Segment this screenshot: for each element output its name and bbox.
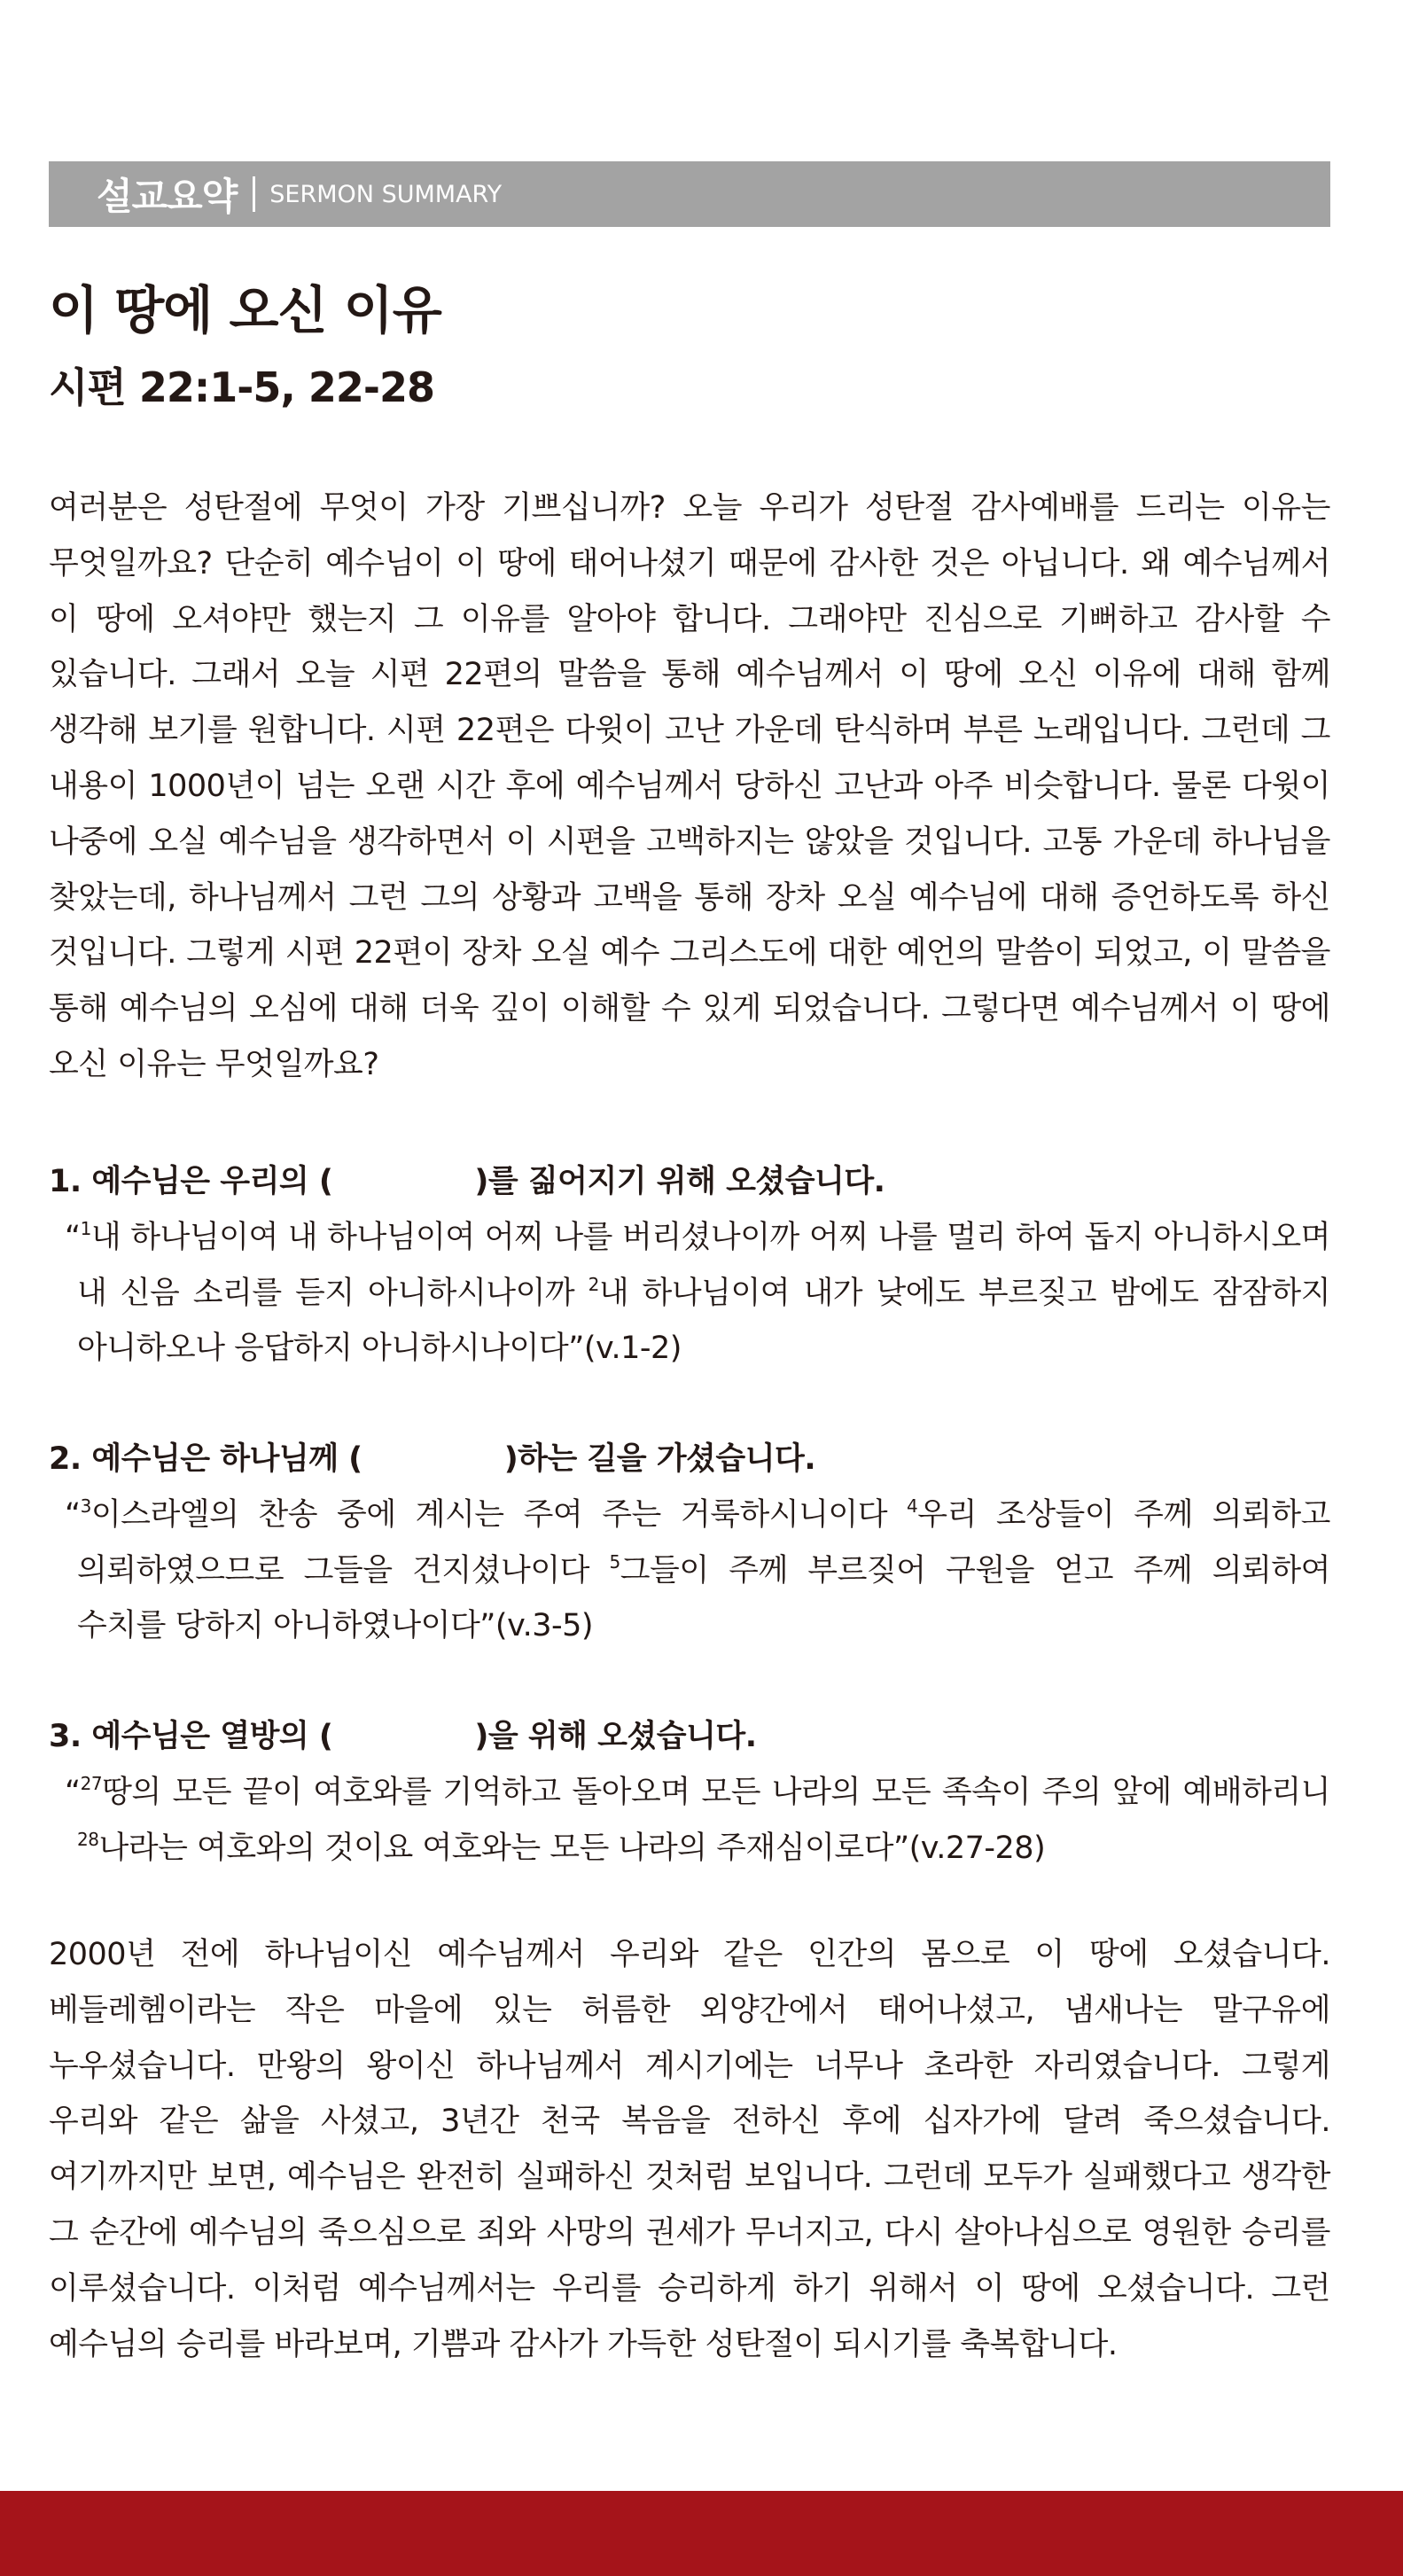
section-title-korean: 설교요약 (97, 175, 238, 218)
point-heading-end: )를 짊어지기 위해 오셨습니다. (474, 1164, 885, 1199)
scripture-quote (49, 1210, 1330, 1377)
quote-mark: “ (65, 1774, 81, 1810)
sermon-title: 이 땅에 오신 이유 (49, 280, 441, 340)
verse-number: 4 (907, 1495, 918, 1517)
point-heading-end: )을 위해 오셨습니다. (474, 1719, 757, 1754)
sermon-point-3 (49, 1709, 1330, 1876)
point-heading (49, 1154, 1330, 1210)
point-heading-end: )하는 길을 가셨습니다. (503, 1441, 816, 1477)
quote-mark: “ (65, 1496, 81, 1533)
header-divider (253, 176, 255, 212)
section-title-english: SERMON SUMMARY (269, 180, 503, 208)
verse-text: 우리 조상들이 주께 의뢰하고 의뢰하였으므로 그들을 건지셨나이다 (77, 1496, 1330, 1589)
sermon-point-1 (49, 1154, 1330, 1377)
point-heading-start: 3. 예수님은 열방의 ( (49, 1719, 333, 1754)
verse-text: 땅의 모든 끝이 여호와를 기억하고 돌아오며 모든 나라의 모든 족속이 주의 앞에 예배하리니 (102, 1774, 1330, 1810)
verse-number: 2 (588, 1273, 599, 1295)
scripture-reference: 시편 22:1-5, 22-28 (49, 363, 435, 411)
point-heading (49, 1432, 1330, 1487)
verse-text: 내 하나님이여 내가 낮에도 부르짖고 밤에도 잠잠하지 아니하오나 응답하지 아니하시나이다”(v.1-2) (77, 1275, 1331, 1367)
point-heading-start: 1. 예수님은 우리의 ( (49, 1164, 333, 1199)
quote-mark: “ (65, 1219, 81, 1255)
verse-text: 나라는 여호와의 것이요 여호와는 모든 나라의 주재심이로다”(v.27-28) (98, 1830, 1046, 1866)
verse-number: 5 (609, 1550, 620, 1573)
footer-bar (0, 2491, 1403, 2576)
verse-number: 28 (77, 1828, 99, 1850)
intro-paragraph: 여러분은 성탄절에 무엇이 가장 기쁘십니까? 오늘 우리가 성탄절 감사예배를 드리는 이유는 무엇일까요? 단순히 예수님이 이 땅에 태어나셨기 때문에 감사한 것은 아닙니다. 왜 예수님께서 이 땅에 오셔야만 했는지 그 이유를 알아야 합니다. 그래야만 진심으로 기뻐하고 감사할 수 있습니다. 그래서 오늘 시편 22편의 말씀을 통해 예수님께서 이 땅에 오신 이유에 대해 함께 생각해 보기를 원합니다. 시편 22편은 다윗이 고난 가운데 탄식하며 부른 노래입니다. 그런데 그 내용이 1000년이 넘는 오랜 시간 후에 예수님께서 당하신 고난과 아주 비슷합니다. 물론 다윗이 나중에 오실 예수님을 생각하면서 이 시편을 고백하지는 않았을 것입니다. 고통 가운데 하나님을 찾았는데, 하나님께서 그런 그의 상황과 고백을 통해 장차 오실 예수님에 대해 증언하도록 하신 것입니다. 그렇게 시편 22편이 장차 오실 예수 그리스도에 대한 예언의 말씀이 되었고, 이 말씀을 통해 예수님의 오심에 대해 더욱 깊이 이해할 수 있게 되었습니다. 그렇다면 예수님께서 이 땅에 오신 이유는 무엇일까요? (49, 490, 1330, 1082)
scripture-quote (49, 1487, 1330, 1654)
scripture-quote (49, 1765, 1330, 1877)
verse-text: 내 하나님이여 내 하나님이여 어찌 나를 버리셨나이까 어찌 나를 멀리 하여 돕지 아니하시오며 내 신음 소리를 듣지 아니하시나이까 (77, 1219, 1330, 1311)
verse-number: 27 (80, 1772, 103, 1794)
point-heading (49, 1709, 1330, 1765)
sermon-point-2 (49, 1432, 1330, 1654)
closing-paragraph: 2000년 전에 하나님이신 예수님께서 우리와 같은 인간의 몸으로 이 땅에 오셨습니다. 베들레헴이라는 작은 마을에 있는 허름한 외양간에서 태어나셨고, 냄새나는 말구유에 누우셨습니다. 만왕의 왕이신 하나님께서 계시기에는 너무나 초라한 자리였습니다. 그렇게 우리와 같은 삶을 사셨고, 3년간 천국 복음을 전하신 후에 십자가에 달려 죽으셨습니다. 여기까지만 보면, 예수님은 완전히 실패하신 것처럼 보입니다. 그런데 모두가 실패했다고 생각한 그 순간에 예수님의 죽으심으로 죄와 사망의 권세가 무너지고, 다시 살아나심으로 영원한 승리를 이루셨습니다. 이처럼 예수님께서는 우리를 승리하게 하기 위해서 이 땅에 오셨습니다. 그런 예수님의 승리를 바라보며, 기쁨과 감사가 가득한 성탄절이 되시기를 축복합니다. (49, 1937, 1330, 2362)
verse-number: 1 (80, 1217, 91, 1239)
point-heading-start: 2. 예수님은 하나님께 ( (49, 1441, 362, 1477)
section-header-bar (49, 161, 1330, 227)
verse-number: 3 (80, 1495, 91, 1517)
verse-text: 그들이 주께 부르짖어 구원을 얻고 주께 의뢰하여 수치를 당하지 아니하였나이다”(v.3-5) (77, 1552, 1330, 1644)
verse-text: 이스라엘의 찬송 중에 계시는 주여 주는 거룩하시니이다 (90, 1496, 908, 1533)
